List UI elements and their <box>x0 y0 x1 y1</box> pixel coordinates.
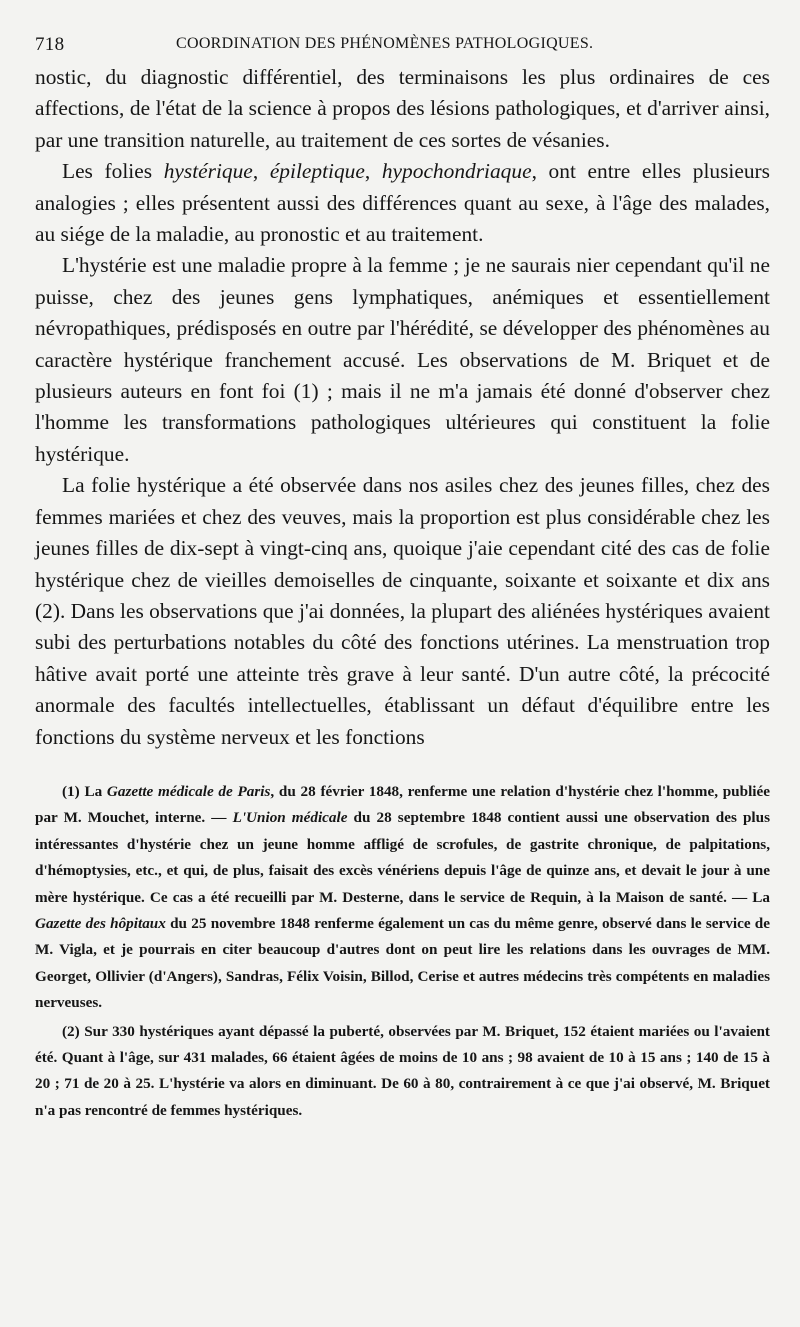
footnotes <box>35 779 770 1124</box>
main-text <box>35 62 770 753</box>
footnote-1: (1) La Gazette médicale de Paris, du 28 février 1848, renferme une relation d'hystérie chez l'homme, publiée par M. Mouchet, interne. — L'Union médicale du 28 septembre 1848 contient aussi une observation des plus intéressantes d'hystérie chez un jeune homme affligé de scrofules, de gastrite chronique, de palpitations, d'hémoptysies, etc., et qui, de plus, faisait des excès vénériens depuis l'âge de quinze ans, et devait le jour à une mère hystérique. Ce cas a été recueilli par M. Desterne, dans le service de Requin, à la Maison de santé. — La Gazette des hôpitaux du 25 novembre 1848 renferme également un cas du même genre, observé dans le service de M. Vigla, et je pourrais en citer beaucoup d'autres dont on peut lire les relations dans les ouvrages de MM. Georget, Ollivier (d'Angers), Sandras, Félix Voisin, Billod, Cerise et autres médecins très compétents en maladies nerveuses. <box>35 782 770 1012</box>
page-number: 718 <box>35 34 65 55</box>
paragraph-4: La folie hystérique a été observée dans nos asiles chez des jeunes filles, chez des femmes mariées et chez des veuves, mais la proportion est plus considérable chez les jeunes filles de dix-sept à vingt-cinq ans, quoique j'aie cependant cité des cas de folie hystérique chez de vieilles demoiselles de cinquante, soixante et soixante et dix ans (2). Dans les observations que j'ai données, la plupart des aliénées hystériques avaient subi des perturbations notables du côté des fonctions utérines. La menstruation trop hâtive avait porté une atteinte très grave à leur santé. D'un autre côté, la précocité anormale des facultés intellectuelles, établissant un défaut d'équilibre entre les fonctions du système nerveux et les fonctions <box>35 473 770 749</box>
paragraph-2: Les folies hystérique, épileptique, hypochondriaque, ont entre elles plusieurs analogies ; elles présentent aussi des différences quant au sexe, à l'âge des malades, au siége de la maladie, au pronostic et au traitement. <box>35 159 771 247</box>
term-hypochondriaque: hypochondriaque <box>381 159 532 184</box>
paragraph-3: L'hystérie est une maladie propre à la femme ; je ne saurais nier cependant qu'il ne puisse, chez des jeunes gens lymphatiques, anémiques et essentiellement névropathiques, prédisposés en outre par l'hérédité, se développer des phénomènes au caractère hystérique franchement accusé. Les observations de M. Briquet et de plusieurs auteurs en font foi (1) ; mais il ne m'a jamais été donné d'observer chez l'homme les transformations pathologiques ultérieures qui constituent la folie hystérique. <box>35 253 770 466</box>
citation-union-medicale: L'Union médicale <box>232 809 348 827</box>
running-title: COORDINATION DES PHÉNOMÈNES PATHOLOGIQUES. <box>176 35 594 52</box>
term-epileptique: épileptique <box>269 159 365 184</box>
term-hysterique: hystérique <box>163 159 253 184</box>
citation-gazette-medicale: Gazette médicale de Paris <box>106 782 271 800</box>
running-head <box>35 28 770 62</box>
citation-gazette-hopitaux: Gazette des hôpitaux <box>35 914 166 932</box>
footnote-2: (2) Sur 330 hystériques ayant dépassé la puberté, observées par M. Briquet, 152 étaient mariées ou l'avaient été. Quant à l'âge, sur 431 malades, 66 étaient âgées de moins de 10 ans ; 98 avaient de 10 à 15 ans ; 140 de 15 à 20 ; 71 de 20 à 25. L'hystérie va alors en diminuant. De 60 à 80, contrairement à ce que j'ai observé, M. Briquet n'a pas rencontré de femmes hystériques. <box>35 1022 770 1119</box>
paragraph-1: nostic, du diagnostic différentiel, des terminaisons les plus ordinaires de ces affections, de l'état de la science à propos des lésions pathologiques, et d'arriver ainsi, par une transition naturelle, au traitement de ces sortes de vésanies. <box>35 65 770 152</box>
